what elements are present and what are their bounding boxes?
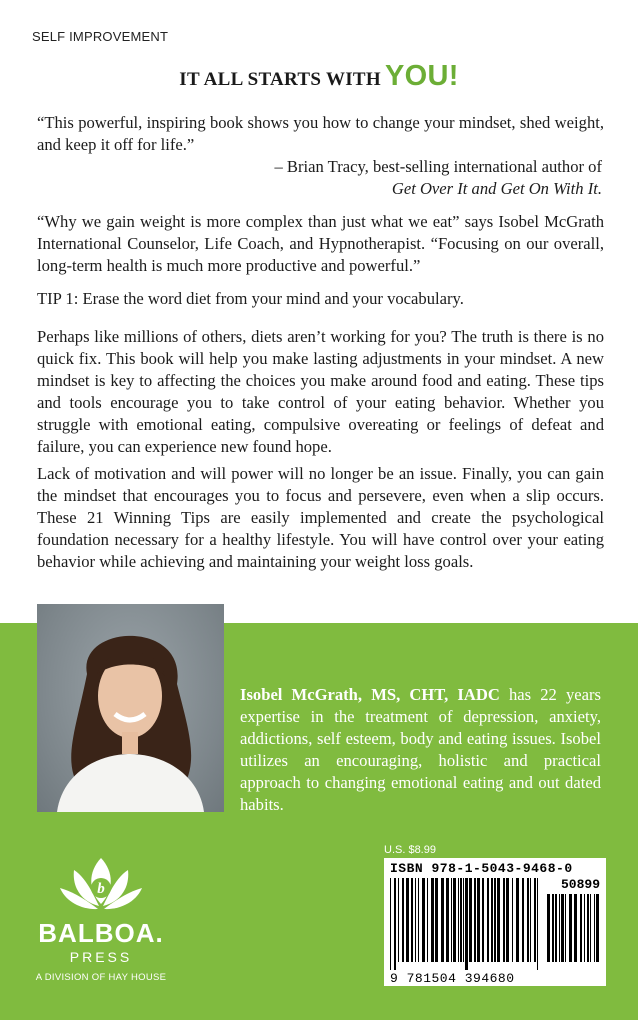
barcode-bar — [453, 878, 456, 962]
author-bio — [240, 684, 601, 816]
publisher-imprint: PRESS — [69, 949, 133, 965]
tip-paragraph: TIP 1: Erase the word diet from your mind and your vocabulary. — [37, 289, 464, 308]
price-label: U.S. $8.99 — [384, 844, 436, 856]
barcode-bar — [491, 878, 493, 962]
author-name: Isobel McGrath, MS, CHT, IADC — [240, 685, 500, 704]
barcode-bar — [552, 894, 554, 962]
endorsement-attribution — [274, 156, 602, 200]
barcode-bar — [574, 894, 577, 962]
barcode-bar — [527, 878, 529, 962]
barcode-bar — [497, 878, 500, 962]
barcode-bar — [415, 878, 416, 962]
barcode-bar — [494, 878, 496, 962]
barcode-bar — [465, 878, 468, 970]
category-label: SELF IMPROVEMENT — [32, 29, 169, 44]
barcode-bar — [446, 878, 449, 962]
price-code: 50899 — [560, 877, 600, 892]
attribution-text: – Brian Tracy, best-selling international author of — [274, 157, 602, 176]
barcode-bar — [422, 878, 425, 962]
barcode-bar — [411, 878, 413, 962]
barcode-bar — [435, 878, 438, 962]
barcode-bars — [390, 878, 542, 970]
barcode-bar — [402, 878, 404, 962]
barcode-bar — [534, 878, 536, 962]
barcode-bar — [596, 894, 599, 962]
publisher-name: BALBOA. — [38, 918, 164, 948]
publisher-logo — [26, 854, 176, 994]
barcode-bar — [406, 878, 409, 962]
barcode-bar — [530, 878, 531, 962]
barcode-bar — [569, 894, 572, 962]
barcode-bar — [477, 878, 480, 962]
barcode-addon-bars — [547, 894, 599, 970]
barcode-bar — [565, 894, 566, 962]
ean-digits: 9 781504 394680 — [390, 971, 515, 986]
author-photo — [37, 604, 224, 812]
barcode-bar — [594, 894, 595, 962]
barcode-bar — [522, 878, 524, 962]
barcode-bar — [451, 878, 452, 962]
barcode-bar — [512, 878, 513, 962]
barcode-bar — [418, 878, 419, 962]
barcode — [384, 858, 606, 986]
barcode-bar — [474, 878, 476, 962]
barcode-bar — [463, 878, 464, 962]
barcode-bar — [559, 894, 560, 962]
barcode-bar — [587, 894, 589, 962]
barcode-bar — [427, 878, 428, 962]
barcode-bar — [431, 878, 434, 962]
barcode-bar — [469, 878, 472, 962]
headline — [0, 60, 638, 93]
attribution-book: Get Over It and Get On With It. — [391, 179, 602, 198]
barcode-bar — [441, 878, 444, 962]
body-paragraph-2: Lack of motivation and will power will no longer be an issue. Finally, you can gain the mindset that encourages you to focus and persevere, even when a slip occurs. These 21 Winning Tips are easily implemented and create the psychological foundation necessary for a healthy lifestyle. You will have control over your eating behavior while achieving and maintaining your weight loss goals. — [37, 464, 604, 571]
publisher-division: A DIVISION OF HAY HOUSE — [35, 972, 167, 983]
barcode-bar — [590, 894, 591, 962]
barcode-bar — [394, 878, 396, 970]
intro-paragraph: “Why we gain weight is more complex than just what we eat” says Isobel McGrath International Counselor, Life Coach, and Hypnotherapist. “Focusing on our overall, long-term health is much more productive and powerful.” — [37, 212, 604, 275]
barcode-bar — [487, 878, 489, 962]
barcode-bar — [516, 878, 519, 962]
barcode-bar — [503, 878, 505, 962]
barcode-bar — [390, 878, 391, 970]
barcode-bar — [537, 878, 538, 970]
barcode-bar — [506, 878, 509, 962]
endorsement-quote: “This powerful, inspiring book shows you how to change your mindset, shed weight, and keep it off for life.” — [37, 113, 604, 154]
barcode-bar — [458, 878, 459, 962]
barcode-bar — [460, 878, 462, 962]
barcode-bar — [482, 878, 484, 962]
headline-emphasis: YOU! — [385, 60, 459, 92]
headline-lead: IT ALL STARTS WITH — [179, 69, 381, 90]
lotus-icon — [26, 854, 176, 918]
svg-text:b: b — [97, 881, 105, 897]
barcode-bar — [580, 894, 582, 962]
body-paragraph-1: Perhaps like millions of others, diets aren’t working for you? The truth is there is no quick fix. This book will help you make lasting adjustments in your mindset. A new mindset is key to affecting the choices you make around food and eating. These tips and tools encourage you to take control of your eating behavior. Whether you struggle with emotional eating, compulsive overeating or feelings of defeat and failure, you can experience new found hope. — [37, 327, 604, 456]
barcode-bar — [398, 878, 399, 962]
barcode-bar — [584, 894, 585, 962]
barcode-bar — [547, 894, 550, 962]
barcode-bar — [561, 894, 564, 962]
barcode-bar — [555, 894, 557, 962]
author-bio-text: has 22 years expertise in the treatment of depression, anxiety, addictions, self esteem, body and eating issues. Isobel utilizes an encouraging, holistic and practical approach to changing emotional eating and out dated habits. — [240, 685, 601, 814]
isbn-text: ISBN 978-1-5043-9468-0 — [390, 861, 573, 876]
